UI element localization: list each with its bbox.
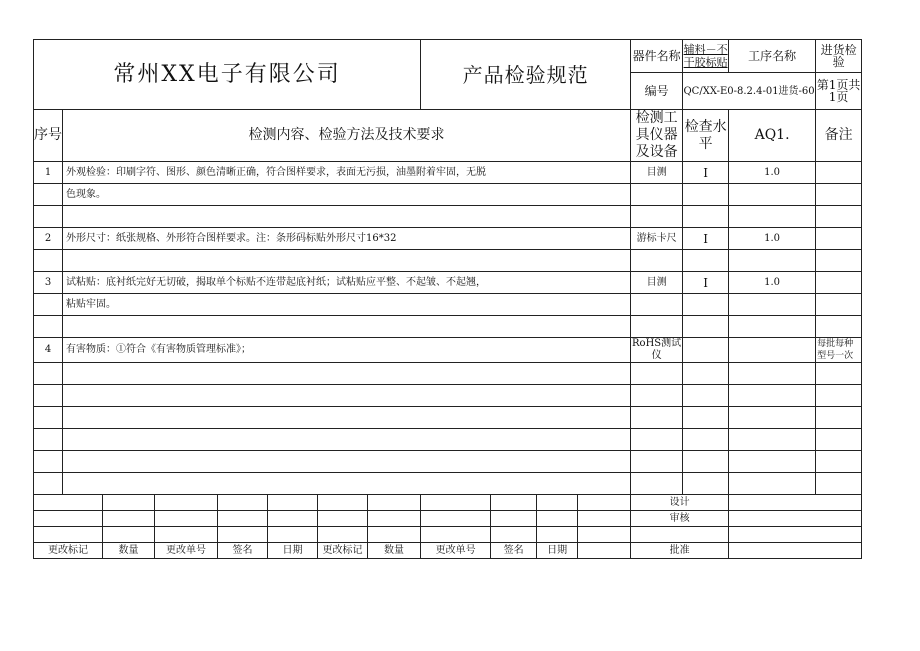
process-name-label: 工序名称 — [729, 40, 816, 73]
item-4-remark: 每批每种型号一次 — [816, 338, 862, 363]
document-title: 产品检验规范 — [421, 40, 631, 110]
item-4-tool: RoHS测试仪 — [632, 338, 682, 361]
spec-table — [33, 39, 862, 559]
part-name-value: 辅料－不干胶标贴 — [683, 40, 729, 73]
item-1-content-cont: 色现象。 — [63, 184, 631, 206]
footer-quantity-1: 数量 — [103, 543, 155, 559]
item-3-content-cont: 粘贴牢固。 — [63, 294, 631, 316]
item-3-aql: 1.0 — [729, 272, 816, 294]
item-3-tool: 目测 — [631, 272, 683, 294]
col-remark: 备注 — [816, 110, 862, 162]
inspection-spec-sheet — [33, 39, 861, 559]
item-2-content: 外形尺寸：纸张规格、外形符合图样要求。注：条形码标贴外形尺寸16*32 — [63, 228, 631, 250]
col-level: 检查水平 — [683, 110, 729, 162]
col-content: 检测内容、检验方法及技术要求 — [63, 110, 631, 162]
item-2-remark — [816, 228, 862, 250]
item-2-level: I — [683, 228, 729, 250]
company-name: 常州XX电子有限公司 — [34, 40, 421, 110]
approve-label: 批准 — [631, 543, 729, 559]
col-seq: 序号 — [34, 110, 63, 162]
footer-change-no-2: 更改单号 — [421, 543, 491, 559]
item-4-content: 有害物质：①符合《有害物质管理标准》； — [63, 338, 631, 363]
page-info: 第1页共1页 — [816, 73, 862, 110]
footer-date-1: 日期 — [268, 543, 318, 559]
design-label: 设计 — [631, 495, 729, 511]
footer-signature-1: 签名 — [218, 543, 268, 559]
item-1-level: I — [683, 162, 729, 184]
footer-change-mark-1: 更改标记 — [34, 543, 103, 559]
item-2-seq: 2 — [34, 228, 63, 250]
item-3-level: I — [683, 272, 729, 294]
footer-change-no-1: 更改单号 — [155, 543, 218, 559]
item-1-aql: 1.0 — [729, 162, 816, 184]
footer-quantity-2: 数量 — [368, 543, 421, 559]
footer-change-mark-2: 更改标记 — [318, 543, 368, 559]
item-1-seq: 1 — [34, 162, 63, 184]
item-1-tool: 目测 — [631, 162, 683, 184]
item-3-seq: 3 — [34, 272, 63, 294]
item-1-content: 外观检验：印刷字符、图形、颜色清晰正确，符合图样要求，表面无污损，油墨附着牢固，无脱 — [63, 162, 631, 184]
item-1-remark — [816, 162, 862, 184]
process-name-value: 进货检验 — [816, 40, 862, 73]
doc-number-label: 编号 — [631, 73, 683, 110]
review-label: 审核 — [631, 511, 729, 527]
item-3-remark — [816, 272, 862, 294]
footer-date-2: 日期 — [537, 543, 578, 559]
item-2-aql: 1.0 — [729, 228, 816, 250]
item-4-seq: 4 — [34, 338, 63, 363]
col-aql: AQ1. — [729, 110, 816, 162]
item-2-tool: 游标卡尺 — [631, 228, 683, 250]
doc-number-value: QC/XX-E0-8.2.4-01进货-60 — [683, 73, 816, 110]
col-tools: 检测工具仪器及设备 — [631, 110, 683, 162]
item-4-aql — [729, 338, 816, 363]
item-3-content: 试粘贴：底衬纸完好无切破，揭取单个标贴不连带起底衬纸；试粘贴应平整、不起皱、不起翘， — [63, 272, 631, 294]
footer-signature-2: 签名 — [491, 543, 537, 559]
item-4-level — [683, 338, 729, 363]
part-name-label: 器件名称 — [631, 40, 683, 73]
